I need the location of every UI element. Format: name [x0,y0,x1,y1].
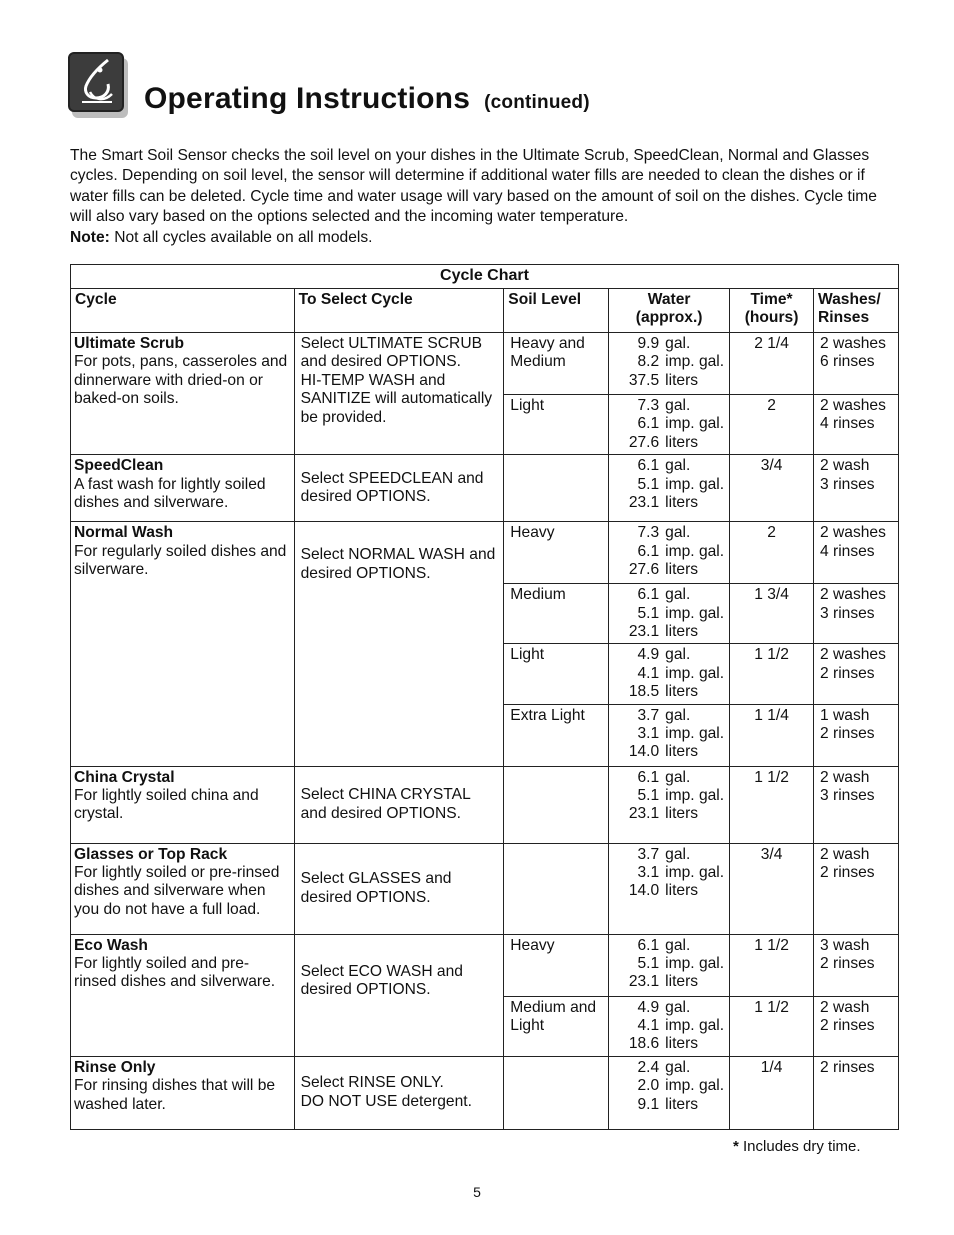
cycle-cell [71,934,295,1056]
water-cell [609,996,730,1056]
page-header [68,52,590,118]
water-liters-value: 27.6 [628,433,660,451]
intro-text: The Smart Soil Sensor checks the soil level on your dishes in the Ultimate Scrub, SpeedClean, Normal and Glasses cycles. Depending on soil level, the sensor will determine if additional water fills are needed to clean the dishes or if water fills can be deleted. Cycle time and water usage will vary based on the amount of soil on the dishes. Cycle time will also vary based on the options selected and the incoming water temperature. [70,147,877,226]
washes-rinses-cell: 2 washes 4 rinses [814,395,899,455]
water-liters-unit: liters [665,1095,699,1113]
table-row [71,766,899,843]
water-gal-value: 6.1 [637,457,660,475]
water-imp-value: 4.1 [637,1017,660,1035]
cycle-cell [71,333,295,455]
soil-level-cell: Heavy [504,522,609,584]
water-imp-unit: imp. gal. [665,955,725,973]
time-cell: 1 1/4 [730,704,814,766]
water-imp-value: 3.1 [637,864,660,882]
cycle-description: For lightly soiled and pre-rinsed dishes and silverware. [74,955,276,991]
water-gal-unit: gal. [665,1058,691,1076]
water-cell [609,522,730,584]
water-imp-value: 2.0 [637,1077,660,1095]
cycle-name: Normal Wash [74,524,174,542]
select-cycle-cell: Select SPEEDCLEAN and desired OPTIONS. [294,455,504,522]
time-cell: 1/4 [730,1056,814,1129]
time-cell: 1 1/2 [730,644,814,704]
water-gal-unit: gal. [665,524,691,542]
washes-rinses-cell: 2 washes 2 rinses [814,644,899,704]
water-imp-value: 5.1 [637,604,660,622]
water-liters-unit: liters [665,433,699,451]
water-liters-unit: liters [665,623,699,641]
time-cell: 2 [730,395,814,455]
soil-level-cell [504,843,609,934]
water-cell [609,843,730,934]
soil-level-cell: Medium [504,584,609,644]
water-gal-value: 4.9 [637,998,660,1016]
water-liters-unit: liters [665,882,699,900]
cycle-description: For lightly soiled or pre-rinsed dishes and silverware when you do not have a full load. [74,864,280,918]
water-gal-value: 3.7 [637,706,660,724]
washes-rinses-cell: 2 rinses [814,1056,899,1129]
time-cell: 2 [730,522,814,584]
header-cycle: Cycle [71,289,295,333]
water-imp-unit: imp. gal. [665,1077,725,1095]
water-cell [609,934,730,996]
title-main: Operating Instructions [144,82,471,115]
time-cell: 3/4 [730,843,814,934]
water-imp-unit: imp. gal. [665,1017,725,1035]
note-label: Note: [70,228,110,246]
soil-level-cell: Medium and Light [504,996,609,1056]
water-liters-value: 23.1 [628,805,660,823]
select-cycle-cell: Select NORMAL WASH and desired OPTIONS. [294,522,504,766]
water-liters-value: 9.1 [637,1095,660,1113]
water-cell [609,455,730,522]
water-liters-unit: liters [665,683,699,701]
water-imp-unit: imp. gal. [665,664,725,682]
washes-rinses-cell: 2 wash 2 rinses [814,996,899,1056]
soil-level-cell: Heavy [504,934,609,996]
water-liters-value: 23.1 [628,973,660,991]
water-liters-value: 27.6 [628,561,660,579]
water-imp-value: 5.1 [637,787,660,805]
water-imp-value: 3.1 [637,725,660,743]
soil-level-cell [504,766,609,843]
water-cell [609,333,730,395]
select-cycle-cell: Select RINSE ONLY. DO NOT USE detergent. [294,1056,504,1129]
cycle-cell [71,522,295,766]
soil-level-cell: Heavy and Medium [504,333,609,395]
intro-paragraph [70,146,900,248]
select-cycle-cell: Select ULTIMATE SCRUB and desired OPTIONS. HI-TEMP WASH and SANITIZE will automatically be provided. [294,333,504,455]
water-imp-value: 6.1 [637,542,660,560]
soil-level-cell: Light [504,395,609,455]
cycle-description: For lightly soiled china and crystal. [74,787,259,823]
water-gal-value: 2.4 [637,1058,660,1076]
water-gal-value: 3.7 [637,845,660,863]
washes-rinses-cell: 2 washes 6 rinses [814,333,899,395]
cycle-name: Eco Wash [74,936,148,954]
water-gal-value: 6.1 [637,936,660,954]
water-liters-unit: liters [665,743,699,761]
washes-rinses-cell: 1 wash 2 rinses [814,704,899,766]
time-cell: 1 3/4 [730,584,814,644]
cycle-name: Rinse Only [74,1058,156,1076]
water-gal-value: 7.3 [637,397,660,414]
cycle-cell [71,1056,295,1129]
water-gal-unit: gal. [665,457,691,475]
water-imp-unit: imp. gal. [665,542,725,560]
cycle-description: For rinsing dishes that will be washed later. [74,1077,276,1113]
page-number: 5 [473,1184,481,1200]
water-liters-unit: liters [665,805,699,823]
table-row [71,455,899,522]
water-imp-value: 8.2 [637,353,660,371]
water-cell [609,644,730,704]
water-imp-unit: imp. gal. [665,604,725,622]
water-liters-value: 37.5 [628,371,660,389]
water-gal-value: 6.1 [637,586,660,604]
select-cycle-cell: Select ECO WASH and desired OPTIONS. [294,934,504,1056]
table-row [71,1056,899,1129]
table-row [71,934,899,996]
water-gal-unit: gal. [665,845,691,863]
cycle-cell [71,766,295,843]
water-liters-unit: liters [665,1035,699,1053]
header-water: Water (approx.) [609,289,730,333]
water-liters-value: 14.0 [628,882,660,900]
table-row [71,333,899,395]
time-cell: 1 1/2 [730,934,814,996]
washes-rinses-cell: 2 wash 3 rinses [814,455,899,522]
cycle-description: For pots, pans, casseroles and dinnerware with dried-on or baked-on soils. [74,353,288,408]
time-cell: 3/4 [730,455,814,522]
cycle-description: A fast wash for lightly soiled dishes and silverware. [74,475,266,512]
time-cell: 1 1/2 [730,996,814,1056]
cycle-cell [71,455,295,522]
water-gal-value: 7.3 [637,524,660,542]
footnote [733,1138,861,1155]
soil-level-cell: Light [504,644,609,704]
header-select: To Select Cycle [294,289,504,333]
cycle-cell [71,843,295,934]
water-imp-value: 5.1 [637,955,660,973]
water-liters-value: 18.6 [628,1035,660,1053]
note-text: Not all cycles available on all models. [109,228,373,246]
water-liters-value: 18.5 [628,683,660,701]
select-cycle-cell: Select GLASSES and desired OPTIONS. [294,843,504,934]
water-cell [609,395,730,455]
water-imp-unit: imp. gal. [665,353,725,371]
page-title [144,82,590,116]
water-imp-unit: imp. gal. [665,475,725,493]
water-cell [609,704,730,766]
water-liters-unit: liters [665,561,699,579]
table-row [71,843,899,934]
water-gal-unit: gal. [665,998,691,1016]
water-imp-value: 6.1 [637,415,660,433]
cycle-name: China Crystal [74,768,175,786]
water-imp-unit: imp. gal. [665,864,725,882]
water-gal-unit: gal. [665,706,691,724]
water-imp-unit: imp. gal. [665,787,725,805]
washes-rinses-cell: 2 wash 3 rinses [814,766,899,843]
water-gal-unit: gal. [665,586,691,604]
water-liters-unit: liters [665,973,699,991]
water-gal-value: 6.1 [637,768,660,786]
soil-level-cell [504,455,609,522]
water-gal-unit: gal. [665,768,691,786]
cycle-name: SpeedClean [74,457,164,475]
water-imp-unit: imp. gal. [665,415,725,433]
header-time: Time* (hours) [730,289,814,333]
header-soil: Soil Level [504,289,609,333]
water-liters-value: 14.0 [628,743,660,761]
soil-level-cell [504,1056,609,1129]
water-imp-value: 4.1 [637,664,660,682]
water-gal-value: 4.9 [637,646,660,664]
footnote-star: * [733,1138,739,1155]
table-caption: Cycle Chart [71,265,899,289]
water-imp-unit: imp. gal. [665,725,725,743]
footnote-text: Includes dry time. [738,1138,861,1155]
header-washes: Washes/ Rinses [814,289,899,333]
washes-rinses-cell: 3 wash 2 rinses [814,934,899,996]
washes-rinses-cell: 2 wash 2 rinses [814,843,899,934]
cycle-name: Glasses or Top Rack [74,845,228,863]
water-liters-unit: liters [665,494,699,512]
water-gal-value: 9.9 [637,335,660,352]
table-row [71,522,899,584]
hand-pointer-icon [68,52,128,118]
water-liters-value: 23.1 [628,623,660,641]
water-gal-unit: gal. [665,397,691,414]
washes-rinses-cell: 2 washes 3 rinses [814,584,899,644]
washes-rinses-cell: 2 washes 4 rinses [814,522,899,584]
cycle-name: Ultimate Scrub [74,335,185,352]
water-liters-value: 23.1 [628,494,660,512]
water-gal-unit: gal. [665,646,691,664]
time-cell: 2 1/4 [730,333,814,395]
water-gal-unit: gal. [665,936,691,954]
soil-level-cell: Extra Light [504,704,609,766]
water-cell [609,1056,730,1129]
water-cell [609,766,730,843]
cycle-chart-table [70,264,899,1130]
select-cycle-cell: Select CHINA CRYSTAL and desired OPTIONS. [294,766,504,843]
water-gal-unit: gal. [665,335,691,352]
cycle-description: For regularly soiled dishes and silverware. [74,542,287,579]
water-cell [609,584,730,644]
water-imp-value: 5.1 [637,475,660,493]
title-continued: (continued) [484,92,590,113]
time-cell: 1 1/2 [730,766,814,843]
water-liters-unit: liters [665,371,699,389]
